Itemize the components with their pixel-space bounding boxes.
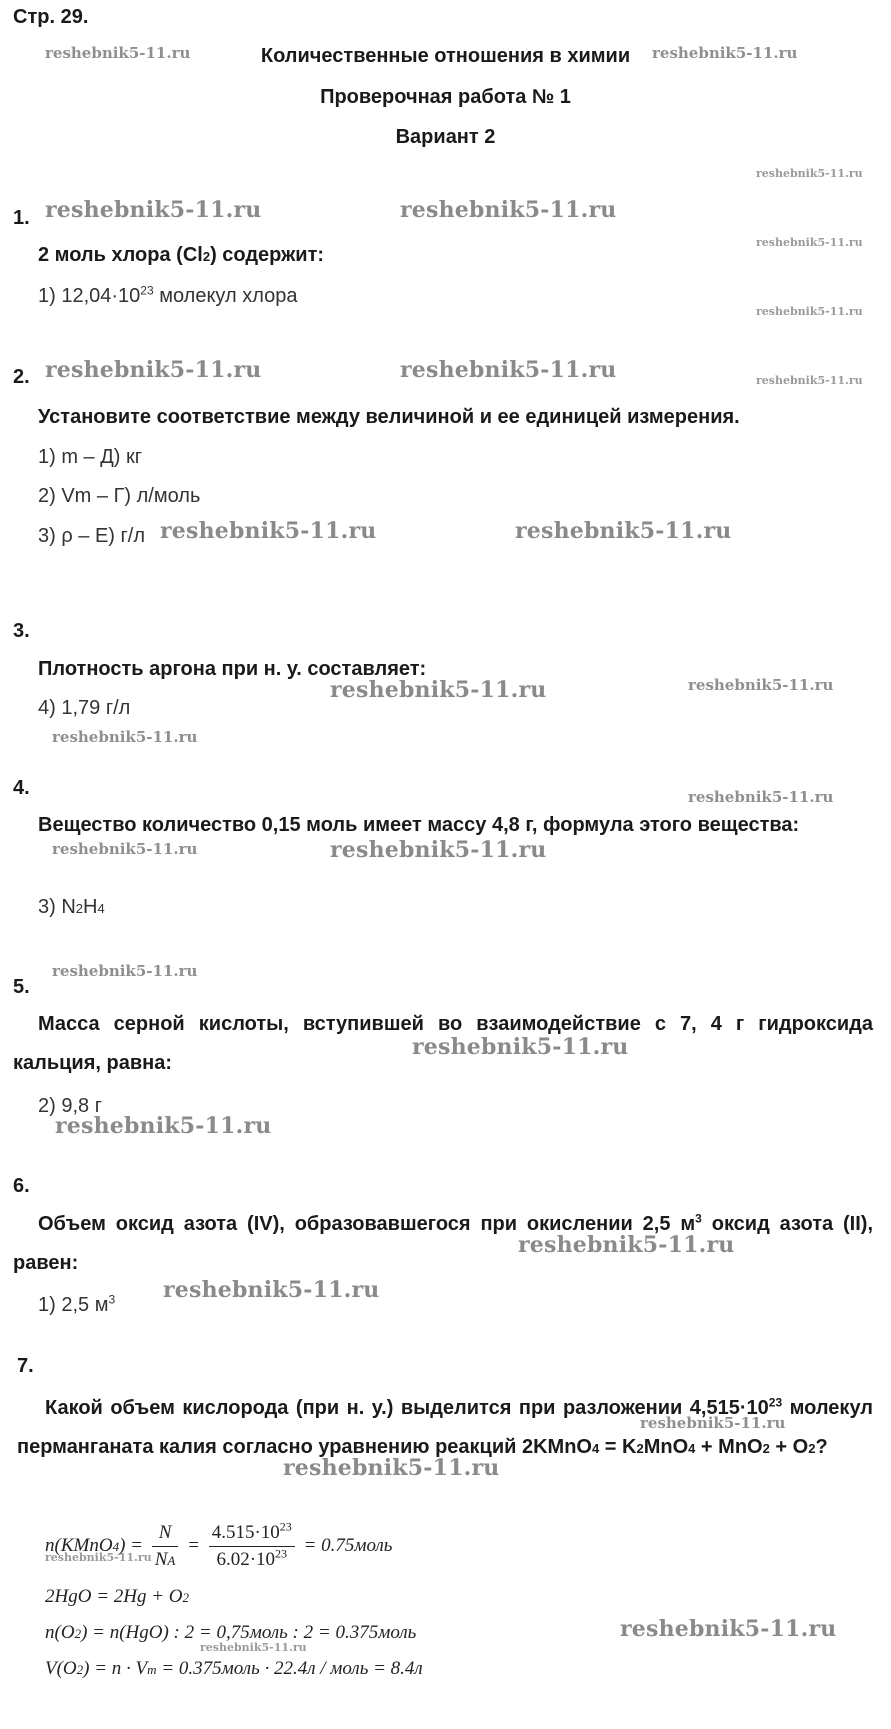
watermark: reshebnik5-11.ru: [620, 1616, 837, 1642]
watermark: reshebnik5-11.ru: [52, 840, 198, 858]
question-2-answer-2: 2) Vm – Г) л/моль: [38, 485, 201, 507]
question-1-answer: 1) $12,04\cdot 10^{23}$ молекул хлора: [38, 283, 298, 307]
question-1-number: 1.: [13, 207, 30, 229]
page-title: Количественные отношения в химии: [260, 45, 631, 67]
watermark: reshebnik5-11.ru: [640, 1414, 786, 1432]
watermark: reshebnik5-11.ru: [160, 518, 377, 544]
question-5-answer: 2) 9,8 г: [38, 1095, 102, 1117]
question-7-number: 7.: [17, 1355, 34, 1377]
question-3-number: 3.: [13, 620, 30, 642]
watermark: reshebnik5-11.ru: [52, 728, 198, 746]
watermark: reshebnik5-11.ru: [652, 44, 798, 62]
question-6-answer: 1) 2,5 $м^3$: [38, 1292, 116, 1316]
watermark: reshebnik5-11.ru: [400, 197, 617, 223]
question-2-answer-3: 3) ρ – Е) г/л: [38, 525, 146, 547]
watermark: reshebnik5-11.ru: [163, 1277, 380, 1303]
watermark: reshebnik5-11.ru: [688, 676, 834, 694]
watermark: reshebnik5-11.ru: [756, 236, 863, 249]
page-label: Стр. 29.: [13, 6, 89, 28]
question-4-number: 4.: [13, 777, 30, 799]
watermark: reshebnik5-11.ru: [330, 837, 547, 863]
watermark: reshebnik5-11.ru: [412, 1034, 629, 1060]
watermark: reshebnik5-11.ru: [45, 197, 262, 223]
fraction-numeric: $\frac{4.515\cdot 10^{23}}{6.02\cdot 10^{23}}$: [209, 1522, 295, 1571]
solution-line-1: n(KMnO4) = $\frac{N}{NA}$ = $\frac{4.515\cdot 10^{23}}{6.02\cdot 10^{23}}$ = 0.75моль: [45, 1519, 393, 1570]
watermark: reshebnik5-11.ru: [45, 357, 262, 383]
watermark: reshebnik5-11.ru: [756, 305, 863, 318]
question-4-text: Вещество количество 0,15 моль имеет массу 4,8 г, формула этого вещества:: [38, 814, 800, 836]
question-2-number: 2.: [13, 366, 30, 388]
question-7-text: Какой объем кислорода (при н. у.) выделится при разложении $4,515\cdot 10^{23}$ молекул перманганата калия согласно уравнению реакций 2KMnO4 = K2MnO4 + MnO2 + O2?: [17, 1395, 874, 1458]
question-2-answer-1: 1) m – Д) кг: [38, 446, 143, 468]
watermark: reshebnik5-11.ru: [52, 962, 198, 980]
question-3-text: Плотность аргона при н. у. составляет:: [38, 658, 427, 680]
question-3-answer: 4) 1,79 г/л: [38, 697, 131, 719]
watermark: reshebnik5-11.ru: [283, 1455, 500, 1481]
watermark: reshebnik5-11.ru: [200, 1641, 307, 1654]
question-5-number: 5.: [13, 976, 30, 998]
question-6-number: 6.: [13, 1175, 30, 1197]
watermark: reshebnik5-11.ru: [45, 1551, 152, 1564]
solution-line-2: 2HgO = 2Hg + O2: [45, 1586, 190, 1607]
question-5-text: Масса серной кислоты, вступившей во взаимодействие с 7, 4 г гидроксида кальция, равна:: [13, 1013, 873, 1074]
watermark: reshebnik5-11.ru: [400, 357, 617, 383]
question-6-text: Объем оксид азота (IV), образовавшегося при окислении 2,5 $м^3$ оксид азота (II), равен:: [13, 1211, 873, 1274]
watermark: reshebnik5-11.ru: [55, 1113, 272, 1139]
solution-line-3: n(O2) = n(HgO) : 2 = 0,75моль : 2 = 0.375моль: [45, 1622, 417, 1643]
variant-label: Вариант 2: [395, 126, 496, 148]
watermark: reshebnik5-11.ru: [45, 44, 191, 62]
solution-line-4: V(O2) = n · Vm = 0.375моль · 22.4л / моль = 8.4л: [45, 1658, 423, 1679]
fraction-n-over-na: $\frac{N}{NA}$: [152, 1522, 179, 1571]
question-4-answer: 3) N2H4: [38, 896, 105, 918]
work-subtitle: Проверочная работа № 1: [320, 86, 571, 108]
watermark: reshebnik5-11.ru: [330, 677, 547, 703]
watermark: reshebnik5-11.ru: [756, 167, 863, 180]
question-2-text: Установите соответствие между величиной и ее единицей измерения.: [38, 406, 740, 428]
watermark: reshebnik5-11.ru: [515, 518, 732, 544]
question-1-text: 2 моль хлора (Cl2) содержит:: [38, 244, 325, 266]
watermark: reshebnik5-11.ru: [688, 788, 834, 806]
watermark: reshebnik5-11.ru: [518, 1232, 735, 1258]
watermark: reshebnik5-11.ru: [756, 374, 863, 387]
